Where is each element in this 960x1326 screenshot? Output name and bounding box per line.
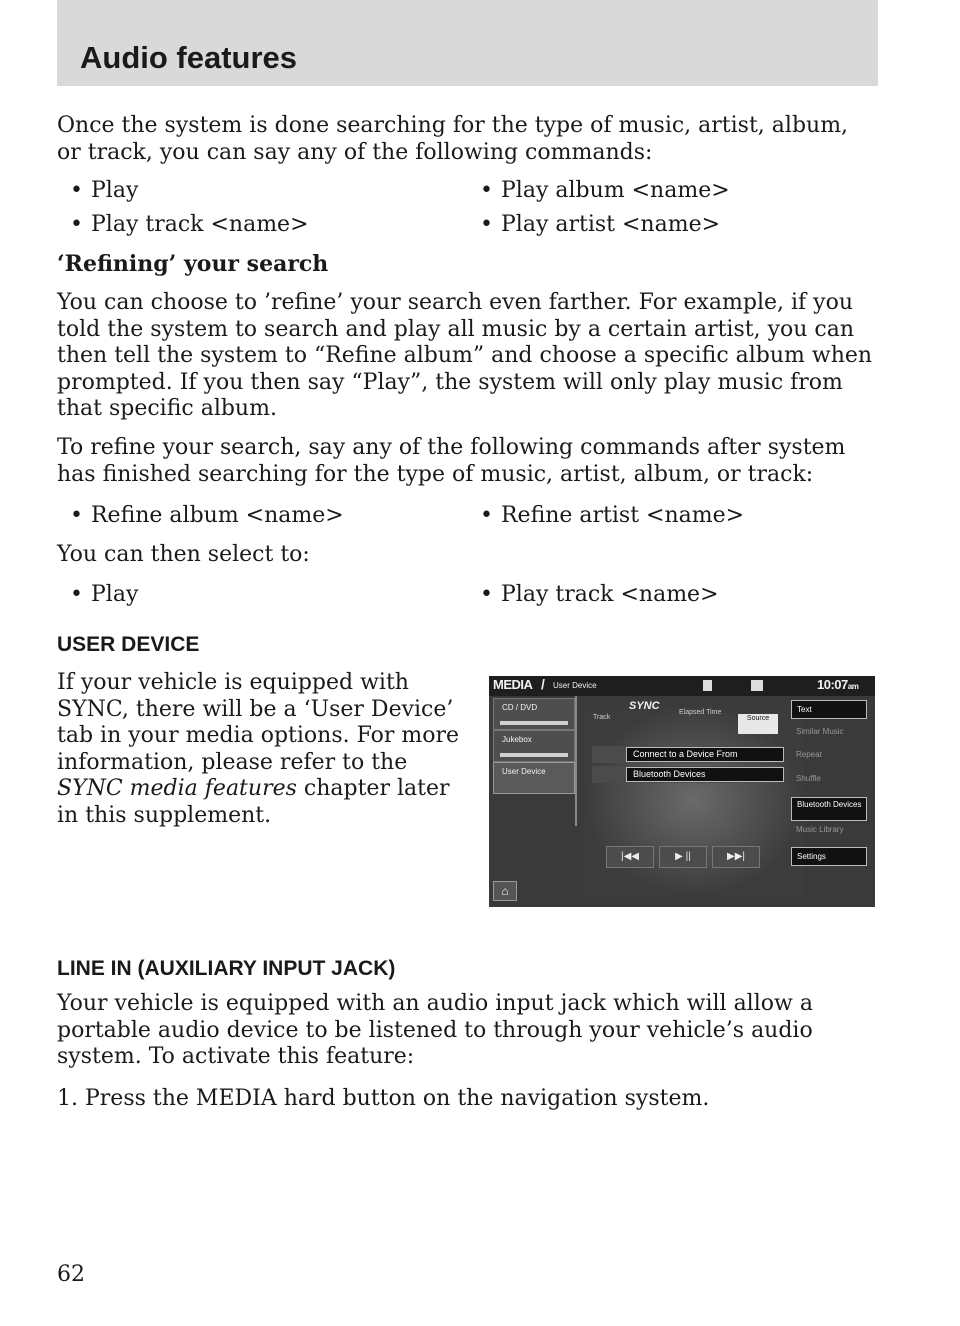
antenna-icon xyxy=(751,680,763,691)
command-play-track: • Play track <name> xyxy=(70,212,309,238)
user-device-heading: USER DEVICE xyxy=(57,633,200,656)
refining-paragraph-2: To refine your search, say any of the following commands after system has finished searching for the type of music, artist, album, or track: xyxy=(57,435,846,487)
line-in-heading: LINE IN (AUXILIARY INPUT JACK) xyxy=(57,957,396,980)
media-screen-image xyxy=(489,676,875,907)
tab-user-device-label: User Device xyxy=(502,767,546,776)
tab-bluetooth-devices[interactable]: Bluetooth Devices xyxy=(791,797,867,821)
select-play: • Play xyxy=(70,582,138,608)
refine-artist: • Refine artist <name> xyxy=(480,503,744,529)
sync-media-features-reference: SYNC media features xyxy=(57,776,297,801)
screen-subtitle: User Device xyxy=(553,681,597,690)
sync-logo: SYNC xyxy=(629,700,660,712)
user-device-text-end: chapter later in this supplement. xyxy=(57,776,450,828)
track-label: Track xyxy=(593,714,611,721)
refine-album: • Refine album <name> xyxy=(70,503,344,529)
tab-cd-dvd[interactable] xyxy=(493,698,575,730)
tab-jukebox-label: Jukebox xyxy=(502,735,532,744)
refining-heading: ‘Refining’ your search xyxy=(57,251,329,277)
tab-separator xyxy=(575,696,577,826)
tab-cd-dvd-label: CD / DVD xyxy=(502,703,538,712)
tab-repeat[interactable]: Repeat xyxy=(796,750,822,759)
clock-ampm: am xyxy=(847,682,859,691)
screen-title-slash: / xyxy=(541,676,545,692)
command-play-artist: • Play artist <name> xyxy=(480,212,720,238)
tab-shuffle[interactable]: Shuffle xyxy=(796,774,821,783)
tab-settings[interactable]: Settings xyxy=(791,847,867,866)
clock-time: 10:07 xyxy=(817,677,848,692)
play-pause-button[interactable]: ▶ || xyxy=(659,846,707,868)
row-bluetooth[interactable] xyxy=(592,766,782,783)
user-device-paragraph xyxy=(57,670,467,829)
command-play: • Play xyxy=(70,178,138,204)
tab-text[interactable]: Text xyxy=(791,700,867,719)
row-connect-box: Connect to a Device From xyxy=(626,747,784,762)
select-text: You can then select to: xyxy=(57,542,310,567)
user-device-text: If your vehicle is equipped with SYNC, there will be a ‘User Device’ tab in your media options. For more information, please refer to the xyxy=(57,670,460,775)
elapsed-time-label: Elapsed Time xyxy=(679,709,722,716)
line-in-paragraph: Your vehicle is equipped with an audio input jack which will allow a portable audio device to be listened to through your vehicle’s audio system. To activate this feature: xyxy=(57,991,813,1069)
source-button[interactable] xyxy=(738,714,778,734)
next-track-button[interactable]: ▶▶| xyxy=(712,846,760,868)
home-icon[interactable]: ⌂ xyxy=(493,881,517,901)
tab-bar xyxy=(500,721,568,725)
signal-icon xyxy=(703,680,712,691)
tab-music-library[interactable]: Music Library xyxy=(796,825,844,834)
tab-user-device[interactable] xyxy=(493,762,575,794)
row-connect[interactable] xyxy=(592,746,782,763)
tab-similar-music[interactable]: Similar Music xyxy=(796,727,844,736)
intro-paragraph: Once the system is done searching for the type of music, artist, album, or track, you can say any of the following commands: xyxy=(57,113,849,165)
tab-bar xyxy=(500,753,568,757)
source-label: Source xyxy=(746,715,770,722)
select-play-track: • Play track <name> xyxy=(480,582,719,608)
screen-title: MEDIA xyxy=(493,677,533,692)
refining-paragraph-1: You can choose to ’refine’ your search even farther. For example, if you told the system to search and play all music by a certain artist, you can then tell the system to “Refine album” and choose a specific album when prompted. If you then say “Play”, the system will only play music from that specific album. xyxy=(57,290,873,421)
tab-jukebox[interactable] xyxy=(493,730,575,762)
row-bluetooth-box: Bluetooth Devices xyxy=(626,767,784,782)
page-number: 62 xyxy=(57,1262,85,1287)
screen-clock xyxy=(817,677,858,692)
line-in-step-1: 1. Press the MEDIA hard button on the navigation system. xyxy=(57,1086,710,1111)
page-title: Audio features xyxy=(80,40,298,75)
previous-track-button[interactable]: |◀◀ xyxy=(606,846,654,868)
command-play-album: • Play album <name> xyxy=(480,178,730,204)
